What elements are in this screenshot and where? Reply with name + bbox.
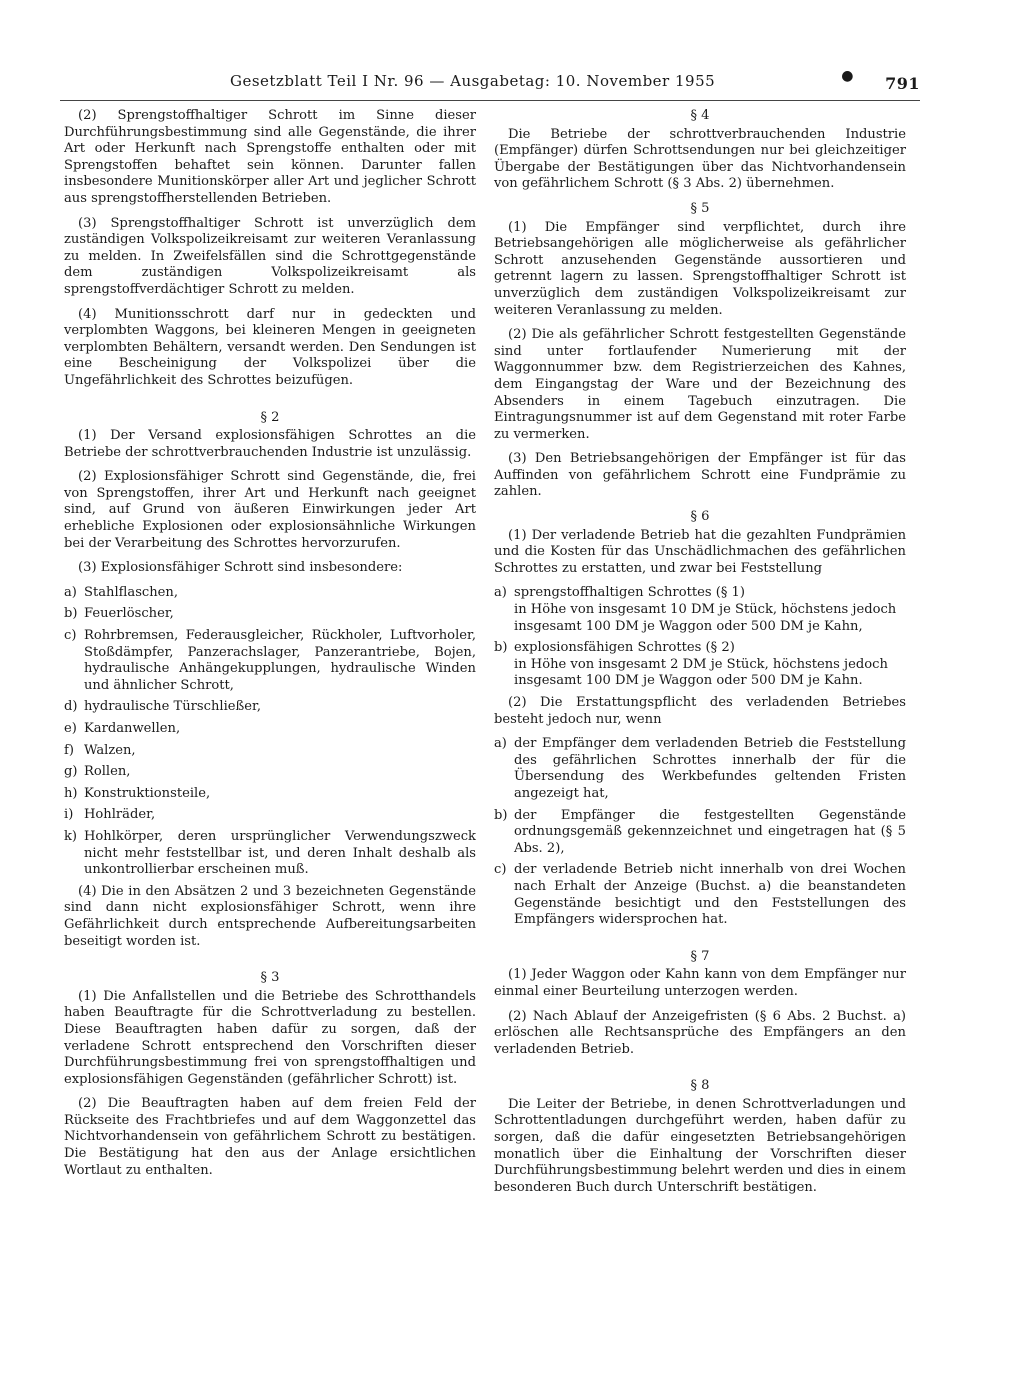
- paragraph: (1) Jeder Waggon oder Kahn kann von dem Empfänger nur einmal einer Beurteilung unterzogen werden.: [494, 967, 906, 999]
- list-marker: a): [494, 585, 507, 601]
- section-heading-5: § 5: [690, 200, 710, 216]
- paragraph: (2) Nach Ablauf der Anzeigefristen (§ 6 Abs. 2 Buchst. a) erlöschen alle Rechtsansprüche des Empfängers an den verladenden Betrieb.: [494, 1008, 906, 1057]
- paragraph: (2) Die als gefährlicher Schrott festgestellten Gegenstände sind unter fortlaufender Numerierung mit der Waggonnummer bzw. dem Registrierzeichen des Kahnes, dem Eingangstag der Ware und der Bezeichnung des Absenders in einem Tagebuch einzutragen. Die Eintragungsnummer ist auf dem Gegenstand mit roter Farbe zu vermerken.: [494, 327, 906, 442]
- paragraph: (3) Sprengstoffhaltiger Schrott ist unverzüglich dem zuständigen Volkspolizeikreisamt zur weiteren Veranlassung zu melden. In Zweifelsfällen sind die Schrottgegenstände dem zuständigen Volkspolizeikreisamt als sprengstoffverdächtiger Schrott zu melden.: [64, 215, 476, 297]
- paragraph: (1) Die Empfänger sind verpflichtet, durch ihre Betriebsangehörigen alle möglicherweise als gefährlicher Schrott anzusehenden Gegenstände aussortieren und getrennt lagern zu lassen. Sprengstoffhaltiger Schrott ist unverzüglich dem zuständigen Volkspolizeikreisamt zur weiteren Veranlassung zu melden.: [494, 219, 906, 318]
- list-item: [494, 640, 906, 690]
- list-marker: g): [64, 764, 78, 780]
- item-list: [494, 736, 906, 929]
- list-text: Walzen,: [84, 742, 136, 758]
- list-marker: c): [64, 628, 77, 644]
- paragraph: (4) Munitionsschrott darf nur in gedeckten und verplombten Waggons, bei kleineren Mengen in geeigneten verplombten Behältern, versandt werden. Den Sendungen ist eine Bescheinigung der Volkspolizei über die Ungefährlichkeit des Schrottes beizufügen.: [64, 306, 476, 388]
- right-column: [494, 108, 906, 1204]
- header-rule: [60, 100, 920, 101]
- list-item: [494, 862, 906, 928]
- list-marker: e): [64, 721, 77, 736]
- list-subtext: explosionsfähigen Schrottes (§ 2): [514, 640, 735, 656]
- list-item: [64, 606, 476, 623]
- section-heading-8: § 8: [690, 1078, 710, 1094]
- page-header: [60, 68, 920, 100]
- list-item: [64, 585, 476, 602]
- list-text: der verladende Betrieb nicht innerhalb von drei Wochen nach Erhalt der Anzeige (Buchst. a) die beanstandeten Gegenstände besichtigt und den Feststellungen des Empfängers widersprochen hat.: [514, 862, 906, 928]
- paragraph: (4) Die in den Absätzen 2 und 3 bezeichneten Gegenstände sind dann nicht explosionsfähiger Schrott, wenn ihre Gefährlichkeit durch entsprechende Aufbereitungsarbeiten beseitigt worden ist.: [64, 883, 476, 949]
- section-heading-2: § 2: [260, 409, 280, 425]
- list-item: [64, 786, 476, 803]
- section-heading-3: § 3: [260, 970, 280, 986]
- paragraph: (2) Die Erstattungspflicht des verladenden Betriebes besteht jedoch nur, wenn: [494, 695, 906, 727]
- paragraph: (3) Den Betriebsangehörigen der Empfänger ist für das Auffinden von gefährlichem Schrott eine Fundprämie zu zahlen.: [494, 451, 906, 500]
- list-marker: c): [494, 862, 507, 878]
- list-item: [64, 743, 476, 760]
- list-marker: i): [64, 807, 74, 823]
- header-title: Gesetzblatt Teil I Nr. 96 — Ausgabetag: 10. November 1955: [230, 72, 716, 90]
- page-number: 791: [885, 74, 920, 93]
- list-marker: b): [494, 807, 508, 823]
- list-text: [514, 585, 906, 635]
- paragraph: (1) Die Anfallstellen und die Betriebe des Schrotthandels haben Beauftragte für die Schrottverladung zu bestellen. Diese Beauftragten haben dafür zu sorgen, daß der verladene Schrott entsprechend den Vorschriften dieser Durchführungsbestimmung frei von sprengstoffhaltigen und explosionsfähigen Gegenständen (gefährlicher Schrott) ist.: [64, 988, 476, 1087]
- paragraph: (1) Der verladende Betrieb hat die gezahlten Fundprämien und die Kosten für das Unschädlichmachen des gefährlichen Schrottes zu erstatten, und zwar bei Feststellung: [494, 527, 906, 576]
- list-item: [64, 721, 476, 738]
- section-heading-7: § 7: [690, 948, 710, 964]
- list-text: der Empfänger dem verladenden Betrieb die Feststellung des gefährlichen Schrottes innerhalb der für die Übersendung des Werkbefundes geltenden Fristen angezeigt hat,: [514, 736, 906, 801]
- list-item: [64, 699, 476, 716]
- dot-mark-icon: ●: [841, 68, 854, 84]
- list-text: Kardanwellen,: [84, 721, 181, 736]
- item-list: [494, 585, 906, 690]
- list-text: der Empfänger die festgestellten Gegenstände ordnungsgemäß gekennzeichnet und eingetragen hat (§ 5 Abs. 2),: [514, 807, 906, 856]
- section-heading-6: § 6: [690, 509, 710, 525]
- list-marker: b): [494, 640, 508, 656]
- list-item: [64, 764, 476, 781]
- list-marker: h): [64, 785, 78, 801]
- list-marker: d): [64, 699, 78, 715]
- list-text: Rohrbremsen, Federausgleicher, Rückholer, Luftvorholer, Stoßdämpfer, Panzerachslager, Panzerantriebe, Bojen, hydraulische Anhängekupplungen, hydraulische Winden und ähnlicher Schrott,: [84, 628, 476, 693]
- list-text: Hohlräder,: [84, 807, 156, 823]
- list-marker: b): [64, 606, 78, 622]
- list-text: Hohlkörper, deren ursprünglicher Verwendungszweck nicht mehr feststellbar ist, und deren Inhalt deshalb als unkontrollierbar erscheinen muß.: [84, 828, 476, 878]
- paragraph: (2) Die Beauftragten haben auf dem freien Feld der Rückseite des Frachtbriefes und auf dem Waggonzettel das Nichtvorhandensein von gefährlichem Schrott zu bestätigen. Die Bestätigung hat den aus der Anlage ersichtlichen Wortlaut zu enthalten.: [64, 1096, 476, 1178]
- list-subtext: in Höhe von insgesamt 10 DM je Stück, höchstens jedoch insgesamt 100 DM je Waggon oder 500 DM je Kahn,: [514, 602, 897, 634]
- section-heading-4: § 4: [690, 108, 710, 123]
- list-item: [64, 807, 476, 824]
- paragraph: (2) Explosionsfähiger Schrott sind Gegenstände, die, frei von Sprengstoffen, ihrer Art und Herkunft nach geeignet sind, auf Grund von äußeren Einwirkungen jeder Art erhebliche Explosionen oder explosionsähnliche Wirkungen bei der Verarbeitung des Schrottes hervorzurufen.: [64, 469, 476, 551]
- list-item: [64, 829, 476, 879]
- item-list: [64, 585, 476, 879]
- list-marker: a): [64, 584, 77, 600]
- list-text: Konstruktionsteile,: [84, 785, 211, 801]
- list-item: [494, 585, 906, 635]
- left-column: [64, 108, 476, 1187]
- list-item: [494, 808, 906, 858]
- list-marker: k): [64, 828, 78, 844]
- list-marker: a): [494, 736, 507, 752]
- paragraph: Die Betriebe der schrottverbrauchenden Industrie (Empfänger) dürfen Schrottsendungen nur bei gleichzeitiger Übergabe der Bestätigungen über das Nichtvorhandensein von gefährlichem Schrott (§ 3 Abs. 2) übernehmen.: [494, 126, 906, 192]
- list-text: [514, 640, 906, 690]
- list-text: Rollen,: [84, 764, 131, 780]
- paragraph: (3) Explosionsfähiger Schrott sind insbesondere:: [78, 560, 403, 576]
- list-subtext: in Höhe von insgesamt 2 DM je Stück, höchstens jedoch insgesamt 100 DM je Waggon oder 500 DM je Kahn.: [514, 656, 888, 689]
- list-text: Feuerlöscher,: [84, 606, 174, 622]
- paragraph: Die Leiter der Betriebe, in denen Schrottverladungen und Schrottentladungen durchgeführt werden, haben dafür zu sorgen, daß die dafür eingesetzten Betriebsangehörigen monatlich über die Einhaltung der Vorschriften dieser Durchführungsbestimmung belehrt werden und dies in einem besonderen Buch durch Unterschrift bestätigen.: [494, 1096, 906, 1195]
- list-item: [494, 736, 906, 802]
- list-text: Stahlflaschen,: [84, 584, 179, 600]
- list-item: [64, 628, 476, 694]
- list-marker: f): [64, 742, 74, 758]
- list-text: hydraulische Türschließer,: [84, 699, 261, 715]
- paragraph: (2) Sprengstoffhaltiger Schrott im Sinne dieser Durchführungsbestimmung sind alle Gegenstände, die ihrer Art oder Herkunft nach Sprengstoffe enthalten oder mit Sprengstoffen behaftet sein können. Darunter fallen insbesondere Munitionskörper aller Art und jeglicher Schrott aus sprengstoffherstellenden Betrieben.: [64, 108, 476, 206]
- paragraph: (1) Der Versand explosionsfähigen Schrottes an die Betriebe der schrottverbrauchenden Industrie ist unzulässig.: [64, 428, 476, 460]
- list-subtext: sprengstoffhaltigen Schrottes (§ 1): [514, 585, 745, 601]
